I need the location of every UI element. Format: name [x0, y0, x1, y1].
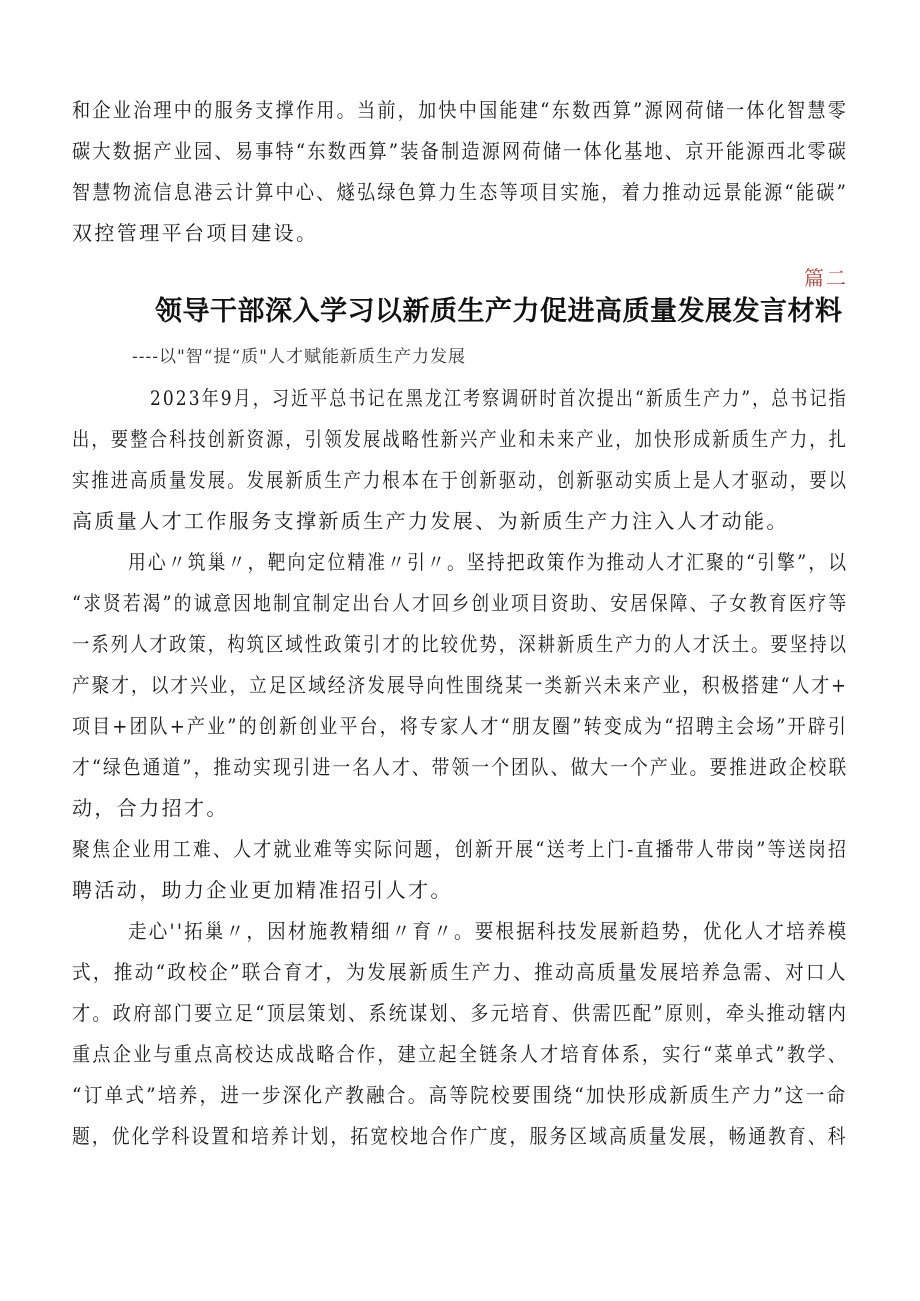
continuation-line-1: 和企业治理中的服务支撑作用。当前，加快中国能建“东数西算”源网荷储一体化智慧零: [72, 98, 849, 122]
subtitle: ----以"智“提“质"人才赋能新质生产力发展: [132, 347, 466, 367]
continuation-line-4: 双控管理平台项目建设。: [72, 221, 319, 245]
paragraph3-line-1: 聚焦企业用工难、人才就业难等实际问题，创新开展“送考上门-直播带人带岗”等送岗招: [72, 837, 849, 861]
page-title: 领导干部深入学习以新质生产力促进高质量发展发言材料: [155, 296, 843, 327]
paragraph1-line-4: 高质量人才工作服务支撑新质生产力发展、为新质生产力注入人才动能。: [72, 509, 789, 533]
paragraph1-line-1: 2023年9月，习近平总书记在黑龙江考察调研时首次提出“新质生产力”，总书记指: [150, 386, 848, 410]
continuation-line-2: 碳大数据产业园、易事特“东数西算”装备制造源网荷储一体化基地、京开能源西北零碳: [72, 139, 849, 163]
paragraph3-line-2: 聘活动，助力企业更加精准招引人才。: [72, 878, 453, 902]
paragraph4-line-3: 才。政府部门要立足“顶层策划、系统谋划、多元培育、供需匹配”原则，牵头推动辖内: [72, 1001, 849, 1025]
paragraph4-line-4: 重点企业与重点高校达成战略合作，建立起全链条人才培育体系，实行“菜单式”教学、: [72, 1042, 849, 1066]
paragraph4-line-2: 式，推动“政校企”联合育才，为发展新质生产力、推动高质量发展培养急需、对口人: [72, 960, 848, 984]
paragraph2-line-7: 动，合力招才。: [72, 796, 229, 820]
paragraph4-line-1: 走心''拓巢〃，因材施教精细〃育〃。要根据科技发展新趋势，优化人才培养模: [128, 919, 849, 943]
paragraph2-line-6: 才“绿色通道”，推动实现引进一名人才、带领一个团队、做大一个产业。要推进政企校联: [72, 755, 849, 779]
paragraph2-line-5: 项目+团队+产业”的创新创业平台，将专家人才“朋友圈”转变成为“招聘主会场”开辟引: [72, 714, 849, 738]
paragraph4-line-5: “订单式”培养，进一步深化产教融合。高等院校要围绕“加快形成新质生产力”这一命: [72, 1083, 848, 1107]
paragraph1-line-2: 出，要整合科技创新资源，引领发展战略性新兴产业和未来产业，加快形成新质生产力，扎: [72, 427, 849, 451]
paragraph2-line-1: 用心〃筑巢〃，靶向定位精准〃引〃。坚持把政策作为推动人才汇聚的“引擎”，以: [128, 550, 849, 574]
paragraph2-line-2: “求贤若渴”的诚意因地制宜制定出台人才回乡创业项目资助、安居保障、子女教育医疗等: [72, 591, 849, 615]
section-label: 篇二: [804, 266, 848, 290]
paragraph4-line-6: 题，优化学科设置和培养计划，拓宽校地合作广度，服务区域高质量发展，畅通教育、科: [72, 1124, 848, 1148]
paragraph2-line-4: 产聚才，以才兴业，立足区域经济发展导向性围绕某一类新兴未来产业，积极搭建“人才+: [72, 673, 848, 697]
continuation-line-3: 智慧物流信息港云计算中心、燧弘绿色算力生态等项目实施，着力推动远景能源“能碳”: [72, 180, 849, 204]
paragraph2-line-3: 一系列人才政策，构筑区域性政策引才的比较优势，深耕新质生产力的人才沃土。要坚持以: [72, 632, 849, 656]
paragraph1-line-3: 实推进高质量发展。发展新质生产力根本在于创新驱动，创新驱动实质上是人才驱动，要以: [72, 468, 849, 492]
